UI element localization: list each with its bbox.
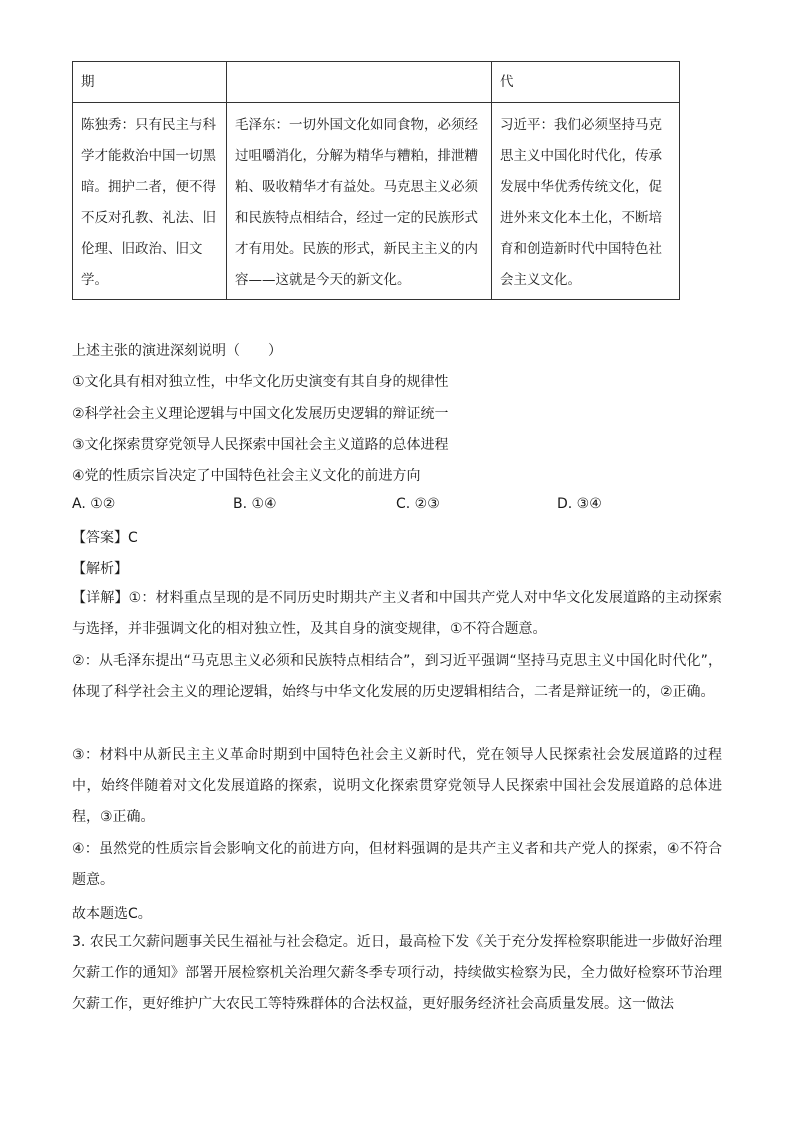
option-c: C. ②③ (396, 496, 440, 512)
statement-1: ①文化具有相对独立性，中华文化历史演变有其自身的规律性 (72, 374, 449, 390)
conclusion-line: 故本题选C。 (72, 906, 152, 922)
detail-paragraph-2: ②：从毛泽东提出“马克思主义必须和民族特点相结合”，到习近平强调“坚持马克思主义中国化时代化”，体现了科学社会主义的理论逻辑，始终与中华文化发展的历史逻辑相结合，二者是辩证统一的，②正确。 (72, 653, 722, 700)
option-d: D. ③④ (557, 496, 602, 512)
analysis-label: 【解析】 (72, 561, 128, 577)
statement-2: ②科学社会主义理论逻辑与中国文化发展历史逻辑的辩证统一 (72, 406, 449, 422)
option-a: A. ①② (72, 496, 116, 512)
answer-value: C (128, 530, 138, 546)
table-row (73, 103, 680, 300)
option-b: B. ①④ (233, 496, 277, 512)
detail-paragraph-3: ③：材料中从新民主主义革命时期到中国特色社会主义新时代，党在领导人民探索社会发展道路的过程中，始终伴随着对文化发展道路的探索，说明文化探索贯穿党领导人民探索中国社会发展道路的总体进程，③正确。 (72, 747, 722, 825)
question-stem: 上述主张的演进深刻说明（ ） (72, 343, 282, 359)
detail-text-1: ①：材料重点呈现的是不同历史时期共产主义者和中国共产党人对中华文化发展道路的主动探索与选择，并非强调文化的相对独立性，及其自身的演变规律，①不符合题意。 (72, 590, 722, 637)
quote-mao-zedong: 毛泽东：一切外国文化如同食物，必须经过咀嚼消化，分解为精华与糟粕，排泄糟粕、吸收精华才有益处。马克思主义必须和民族特点相结合，经过一定的民族形式才有用处。民族的形式，新民主主义的内容——这就是今天的新文化。 (227, 103, 492, 300)
header-cell-3: 代 (492, 62, 680, 103)
next-question: 3. 农民工欠薪问题事关民生福祉与社会稳定。近日，最高检下发《关于充分发挥检察职能进一步做好治理欠薪工作的通知》部署开展检察机关治理欠薪冬季专项行动，持续做实检察为民，全力做好检察环节治理欠薪工作，更好维护广大农民工等特殊群体的合法权益，更好服务经济社会高质量发展。这一做法 (72, 934, 722, 1012)
detail-label: 【详解】 (72, 590, 129, 606)
answer-label: 【答案】 (72, 530, 128, 546)
detail-paragraph-4: ④：虽然党的性质宗旨会影响文化的前进方向，但材料强调的是共产主义者和共产党人的探索，④不符合题意。 (72, 841, 722, 888)
header-cell-1: 期 (73, 62, 227, 103)
answer-line (72, 527, 138, 547)
statement-3: ③文化探索贯穿党领导人民探索中国社会主义道路的总体进程 (72, 437, 449, 453)
material-table (72, 61, 680, 300)
table-header-row (73, 62, 680, 103)
header-cell-2 (227, 62, 492, 103)
quote-xi-jinping: 习近平：我们必须坚持马克思主义中国化时代化，传承发展中华优秀传统文化，促进外来文化本土化，不断培育和创造新时代中国特色社会主义文化。 (492, 103, 680, 300)
statement-4: ④党的性质宗旨决定了中国特色社会主义文化的前进方向 (72, 468, 421, 484)
detail-paragraph-1 (72, 583, 722, 645)
quote-chen-duxiu: 陈独秀：只有民主与科学才能救治中国一切黑暗。拥护二者，便不得不反对孔教、礼法、旧伦理、旧政治、旧文学。 (73, 103, 227, 300)
